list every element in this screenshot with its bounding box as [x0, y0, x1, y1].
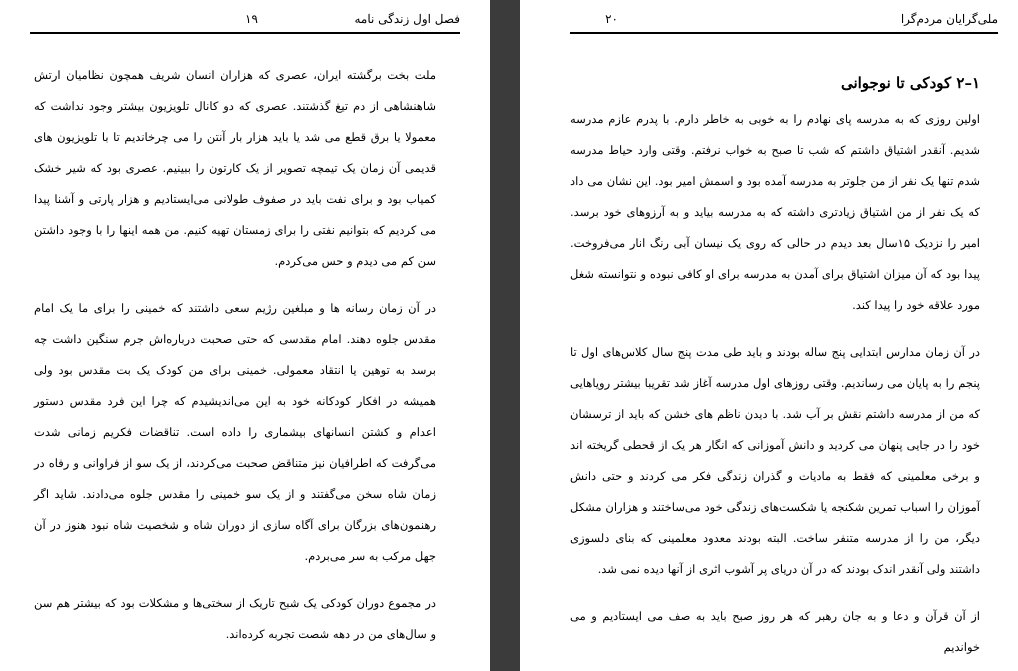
section-heading: ۱–۲ کودکی تا نوجوانی [840, 74, 980, 92]
right-paragraph-1: اولین روزی که به مدرسه پای نهادم را به خوبی به خاطر دارم. با پدرم عازم مدرسه شدیم. آنقدر اشتیاق داشتم که شب تا صبح به خواب نرفتم. وقتی وارد حیاط مدرسه شدم تنها یک نفر از من جلوتر به مدرسه آمده بود و اسمش امیر بود. این نشان می داد که یک نفر از من اشتیاق زیادتری داشته که به مدرسه بیاید و به آرزوهای خود برسد. امیر را نزدیک ۱۵سال بعد دیدم در حالی که روی یک نیسان آبی رنگ انار می‌فروخت. پیدا بود که آن میزان اشتیاق برای آمدن به مدرسه برای او کافی نبوده و نتوانسته شغل مورد علاقه خود را پیدا کند. [570, 112, 981, 312]
left-paragraph-3: در مجموع دوران کودکی یک شبح تاریک از سختی‌ها و مشکلات بود که بیشتر هم سن و سال‌های من در دهه شصت تجربه کرده‌اند. [34, 596, 436, 641]
right-paragraph-3: از آن قرآن و دعا و به جان رهبر که هر روز صبح باید به صف می ایستادیم و می خواندیم [570, 609, 980, 654]
right-page-body [570, 68, 980, 663]
right-page-number: ۲۰ [605, 12, 618, 26]
left-header-title: فصل اول زندگی نامه [354, 12, 460, 26]
left-page-number: ۱۹ [245, 12, 258, 26]
left-paragraph-2: در آن زمان رسانه ها و مبلغین رژیم سعی داشتند که خمینی را برای ما یک امام مقدس جلوه دهند. امام مقدسی که حتی صحبت درباره‌اش جرم سنگین داشت چه برسد به توهین یا انتقاد معمولی. خمینی برای من کودک یک بت مقدس بود ولی همیشه در افکار کودکانه خود به این می‌اندیشیدم که چرا این فرد مقدس دستور اعدام و کشتن انسانهای بیشماری را داده است. تناقضات فکریم زمانی شدت می‌گرفت که اطرافیان نیز متناقض صحبت می‌کردند، از یک سو از فراوانی و رفاه در زمان شاه سخن می‌گفتند و از یک سو خمینی را مقدس جلوه می‌دادند. شاید اگر رهنمون‌های بزرگان برای آگاه سازی از دوران شاه و شخصیت شاه نبود هنوز در آن جهل مرکب به سر می‌بردم. [34, 301, 436, 563]
book-gutter [490, 0, 520, 671]
left-page [0, 0, 490, 671]
right-paragraph-2: در آن زمان مدارس ابتدایی پنج ساله بودند و باید طی مدت پنج سال کلاس‌های اول تا پنجم را به پایان می رساندیم. وقتی روزهای اول مدرسه آغاز شد تقریبا بیشتر رویاهایی که من از مدرسه داشتم نقش بر آب شد. با دیدن ناظم های خشن که باید از ترسشان خود را در جایی پنهان می کردید و دانش آموزانی که انگار هر یک از قحطی گریخته اند و برخی معلمینی که فقط به مادیات و گذران زندگی فکر می کردند و حتی دانش آموزان را اسباب تمرین شکنجه یا شکست‌های زندگی خود می‌ساختند و هزاران مشکل دیگر، من را از مدرسه متنفر ساخت. البته بودند معدود معلمینی که بنای دلسوزی داشتند ولی آنقدر اندک بودند که در آن دریای پر آشوب اثری از آنها دیده نمی شد. [570, 345, 980, 576]
left-page-body [34, 60, 436, 650]
right-running-header [570, 8, 998, 34]
right-page [520, 0, 1018, 671]
left-paragraph-1: ملت بخت برگشته ایران، عصری که هزاران انسان شریف همچون نظامیان ارتش شاهنشاهی از دم تیغ گذشتند. عصری که دو کانال تلویزیون بیشتر وجود نداشت که معمولا یا برق قطع می شد یا باید هزار بار آنتن را می چرخاندیم تا با تلویزیون های قدیمی آن زمان یک تیمچه تصویر از یک کارتون را ببینیم. عصری بود که شیر خشک کمیاب بود و برای نفت باید در صفوف طولانی می‌ایستادیم و هزار پارتی و آشنا پیدا می کردیم که بتوانیم نفتی را برای زمستان تهیه کنیم. من همه اینها را با وجود داشتن سن کم می دیدم و حس می‌کردم. [34, 68, 436, 268]
right-header-title: ملی‌گرایان مردم‌گرا [900, 12, 998, 26]
left-running-header [30, 8, 460, 34]
